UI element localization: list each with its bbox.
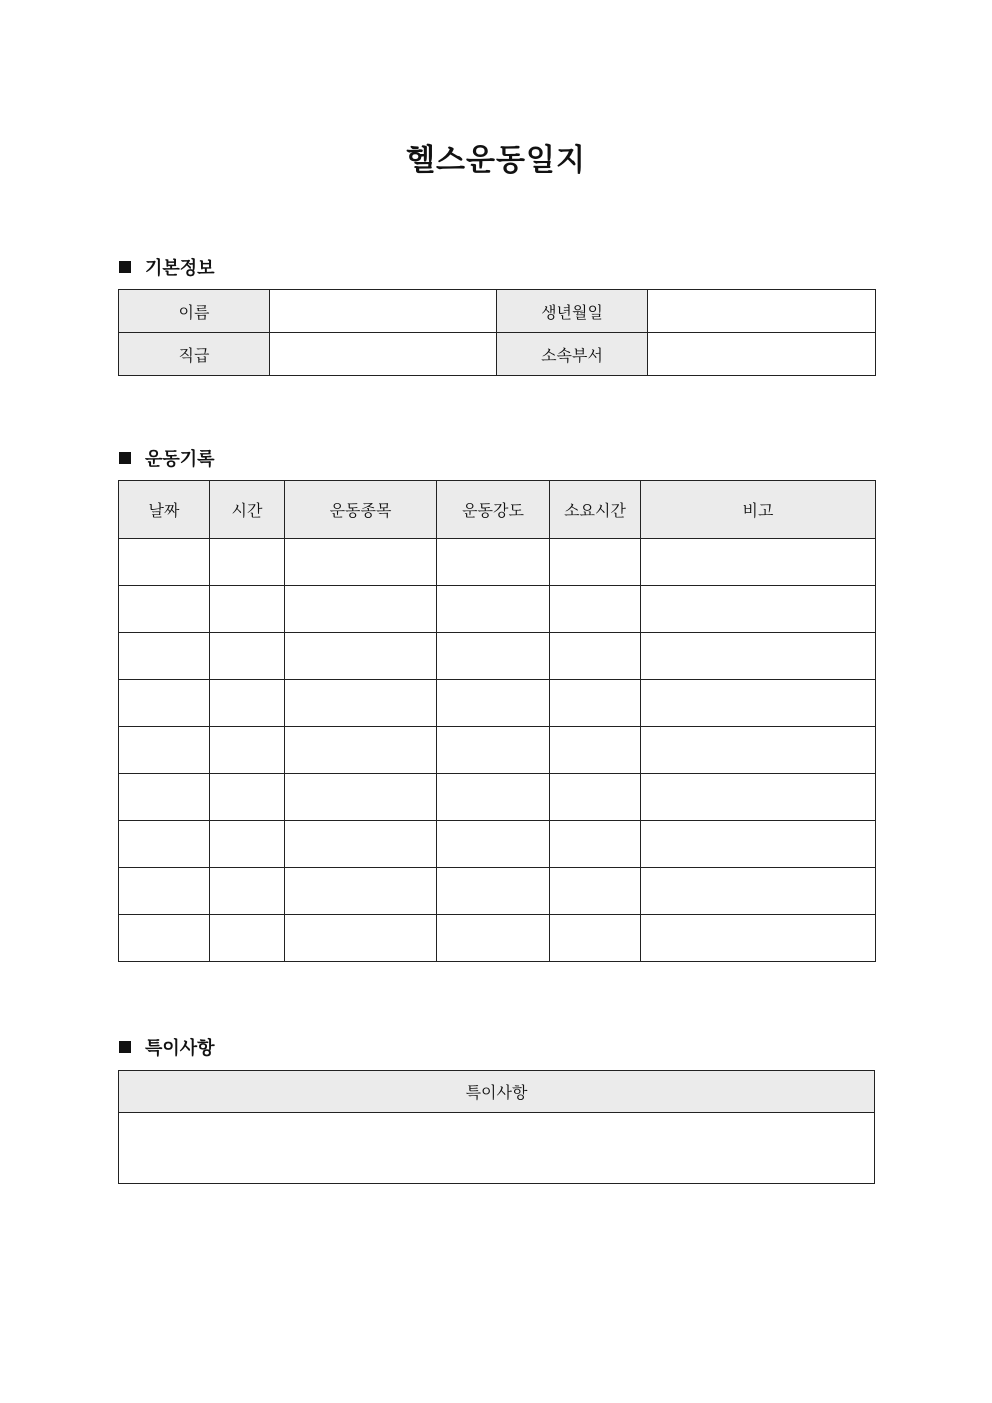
remarks-cell[interactable] (641, 727, 876, 774)
column-header-notes: 특이사항 (119, 1071, 875, 1113)
intensity-cell[interactable] (437, 586, 550, 633)
column-header-intensity: 운동강도 (437, 481, 550, 539)
remarks-cell[interactable] (641, 915, 876, 962)
section-heading-label: 운동기록 (145, 449, 215, 470)
date-cell[interactable] (119, 539, 210, 586)
table-row (119, 633, 876, 680)
date-cell[interactable] (119, 774, 210, 821)
section-heading-label: 기본정보 (145, 258, 215, 279)
table-row (119, 539, 876, 586)
duration-cell[interactable] (550, 868, 641, 915)
table-row (119, 774, 876, 821)
time-cell[interactable] (210, 915, 285, 962)
intensity-cell[interactable] (437, 680, 550, 727)
duration-cell[interactable] (550, 680, 641, 727)
time-cell[interactable] (210, 586, 285, 633)
square-bullet-icon (119, 452, 131, 464)
time-cell[interactable] (210, 633, 285, 680)
intensity-cell[interactable] (437, 774, 550, 821)
duration-cell[interactable] (550, 633, 641, 680)
intensity-cell[interactable] (437, 539, 550, 586)
intensity-cell[interactable] (437, 868, 550, 915)
notes-field[interactable] (119, 1113, 875, 1184)
exercise-type-cell[interactable] (285, 774, 437, 821)
duration-cell[interactable] (550, 586, 641, 633)
section-heading-exercise-log (119, 445, 215, 471)
table-row (119, 915, 876, 962)
duration-cell[interactable] (550, 727, 641, 774)
date-cell[interactable] (119, 680, 210, 727)
department-field[interactable] (648, 333, 876, 376)
exercise-log-body (119, 539, 876, 962)
time-cell[interactable] (210, 821, 285, 868)
date-cell[interactable] (119, 586, 210, 633)
date-cell[interactable] (119, 633, 210, 680)
table-row (119, 290, 876, 333)
exercise-type-cell[interactable] (285, 539, 437, 586)
duration-cell[interactable] (550, 821, 641, 868)
exercise-type-cell[interactable] (285, 586, 437, 633)
exercise-type-cell[interactable] (285, 633, 437, 680)
remarks-cell[interactable] (641, 821, 876, 868)
exercise-type-cell[interactable] (285, 680, 437, 727)
time-cell[interactable] (210, 680, 285, 727)
section-heading-basic-info (119, 254, 215, 280)
page-title: 헬스운동일지 (406, 143, 586, 178)
table-header-row (119, 1071, 875, 1113)
table-row (119, 680, 876, 727)
remarks-cell[interactable] (641, 774, 876, 821)
label-position: 직급 (119, 333, 270, 376)
intensity-cell[interactable] (437, 727, 550, 774)
notes-table (118, 1070, 875, 1184)
time-cell[interactable] (210, 539, 285, 586)
column-header-duration: 소요시간 (550, 481, 641, 539)
exercise-type-cell[interactable] (285, 915, 437, 962)
label-birthdate: 생년월일 (497, 290, 648, 333)
table-row (119, 333, 876, 376)
remarks-cell[interactable] (641, 539, 876, 586)
duration-cell[interactable] (550, 539, 641, 586)
duration-cell[interactable] (550, 774, 641, 821)
date-cell[interactable] (119, 821, 210, 868)
exercise-type-cell[interactable] (285, 727, 437, 774)
birthdate-field[interactable] (648, 290, 876, 333)
exercise-type-cell[interactable] (285, 821, 437, 868)
table-row (119, 727, 876, 774)
table-row (119, 868, 876, 915)
intensity-cell[interactable] (437, 821, 550, 868)
remarks-cell[interactable] (641, 633, 876, 680)
intensity-cell[interactable] (437, 633, 550, 680)
column-header-date: 날짜 (119, 481, 210, 539)
square-bullet-icon (119, 261, 131, 273)
table-row (119, 1113, 875, 1184)
time-cell[interactable] (210, 727, 285, 774)
basic-info-table (118, 289, 876, 376)
remarks-cell[interactable] (641, 586, 876, 633)
time-cell[interactable] (210, 774, 285, 821)
intensity-cell[interactable] (437, 915, 550, 962)
table-header-row (119, 481, 876, 539)
remarks-cell[interactable] (641, 680, 876, 727)
section-heading-label: 특이사항 (145, 1038, 215, 1059)
exercise-log-table (118, 480, 876, 962)
column-header-time: 시간 (210, 481, 285, 539)
position-field[interactable] (270, 333, 497, 376)
column-header-remarks: 비고 (641, 481, 876, 539)
name-field[interactable] (270, 290, 497, 333)
label-department: 소속부서 (497, 333, 648, 376)
remarks-cell[interactable] (641, 868, 876, 915)
time-cell[interactable] (210, 868, 285, 915)
table-row (119, 821, 876, 868)
square-bullet-icon (119, 1041, 131, 1053)
exercise-type-cell[interactable] (285, 868, 437, 915)
duration-cell[interactable] (550, 915, 641, 962)
date-cell[interactable] (119, 727, 210, 774)
column-header-exercise-type: 운동종목 (285, 481, 437, 539)
section-heading-notes (119, 1034, 215, 1060)
date-cell[interactable] (119, 915, 210, 962)
label-name: 이름 (119, 290, 270, 333)
date-cell[interactable] (119, 868, 210, 915)
table-row (119, 586, 876, 633)
